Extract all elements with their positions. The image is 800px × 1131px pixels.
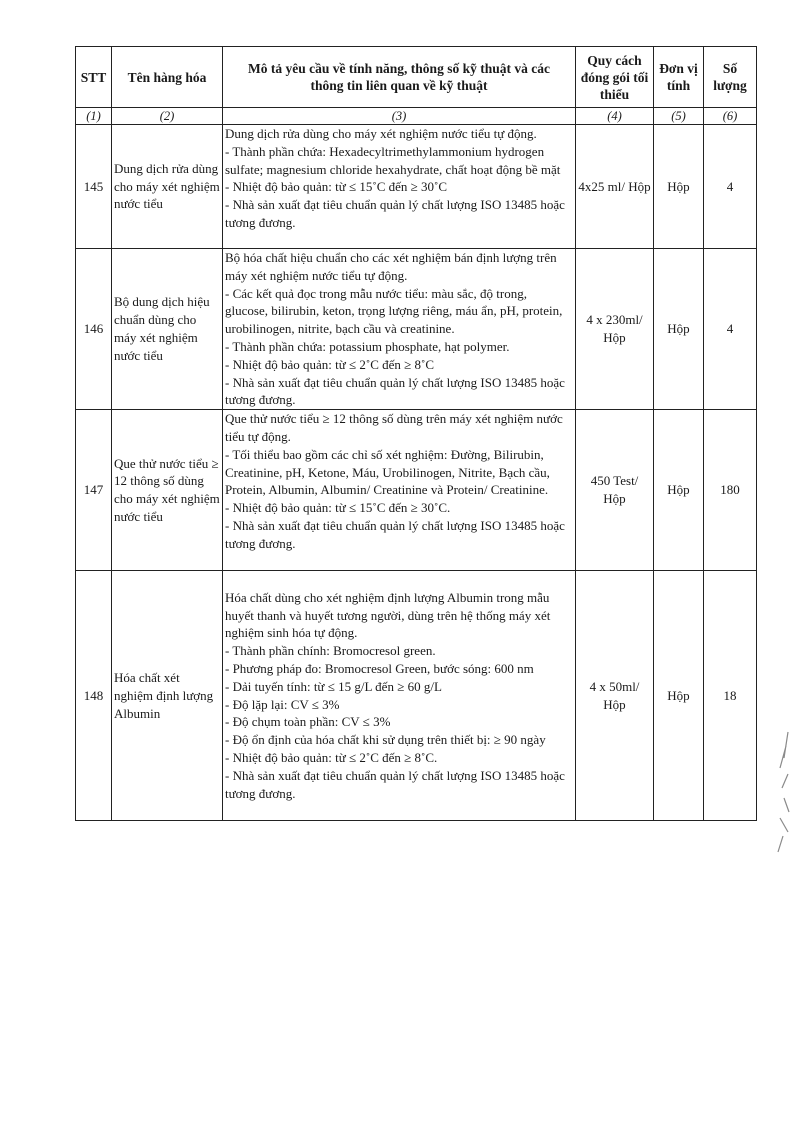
row-packaging: 4 x 50ml/ Hộp [576,571,654,821]
row-unit: Hộp [654,571,704,821]
description-line: - Độ lặp lại: CV ≤ 3% [225,696,340,712]
column-number: (5) [654,108,704,125]
description-line: - Nhà sản xuất đạt tiêu chuẩn quản lý chất lượng ISO 13485 hoặc tương đương. [225,197,565,230]
row-quantity: 180 [704,410,757,571]
row-unit: Hộp [654,125,704,249]
description-line: - Nhiệt độ bảo quản: từ ≤ 2˚C đến ≥ 8˚C. [225,750,438,766]
row-quantity: 18 [704,571,757,821]
margin-signature-mark [774,728,794,858]
description-line: - Dải tuyến tính: từ ≤ 15 g/L đến ≥ 60 g/L [225,678,442,694]
row-item-name: Bộ dung dịch hiệu chuẩn dùng cho máy xét nghiệm nước tiểu [112,249,223,410]
header-description: Mô tả yêu cầu về tính năng, thông số kỹ thuật và các thông tin liên quan về kỹ thuật [223,47,576,108]
row-item-name: Que thử nước tiểu ≥ 12 thông số dùng cho máy xét nghiệm nước tiểu [112,410,223,571]
row-stt: 146 [76,249,112,410]
description-line: - Tối thiểu bao gồm các chỉ số xét nghiệm: Đường, Bilirubin, Creatinine, pH, Ketone, Máu, Urobilinogen, Nitrite, Bạch cầu, Protein, Albumin, Albumin/ Creatinine và Protein/ Creatinine. [225,446,550,498]
row-packaging: 4 x 230ml/ Hộp [576,249,654,410]
header-row [76,47,757,108]
description-line: - Nhà sản xuất đạt tiêu chuẩn quản lý chất lượng ISO 13485 hoặc tương đương. [225,767,565,801]
row-stt: 145 [76,125,112,249]
row-stt: 147 [76,410,112,571]
description-line: - Nhiệt độ bảo quản: từ ≤ 15˚C đến ≥ 30˚C [225,179,448,195]
description-line: Dung dịch rửa dùng cho máy xét nghiệm nước tiểu tự động. [225,126,537,141]
description-line: - Nhà sản xuất đạt tiêu chuẩn quản lý chất lượng ISO 13485 hoặc tương đương. [225,374,565,408]
row-packaging: 4x25 ml/ Hộp [576,125,654,249]
column-number: (1) [76,108,112,125]
row-item-name: Dung dịch rửa dùng cho máy xét nghiệm nước tiểu [112,125,223,249]
row-description [223,410,576,571]
column-number: (2) [112,108,223,125]
description-line: - Các kết quả đọc trong mẫu nước tiểu: màu sắc, độ trong, glucose, bilirubin, keton, trọng lượng riêng, máu ẩn, pH, protein, urobilinogen, nitrite, bạch cầu và creatinine. [225,285,563,337]
row-stt: 148 [76,571,112,821]
header-quantity: Số lượng [704,47,757,108]
description-line: Que thử nước tiểu ≥ 12 thông số dùng trên máy xét nghiệm nước tiểu tự động. [225,411,563,444]
column-number: (6) [704,108,757,125]
table-row [76,410,757,571]
description-line: - Độ ổn định của hóa chất khi sử dụng trên thiết bị: ≥ 90 ngày [225,732,546,748]
column-number-row [76,108,757,125]
row-unit: Hộp [654,249,704,410]
specification-table [75,46,757,821]
description-line: - Phương pháp đo: Bromocresol Green, bước sóng: 600 nm [225,661,534,677]
description-line: - Độ chụm toàn phần: CV ≤ 3% [225,714,391,730]
row-packaging: 450 Test/ Hộp [576,410,654,571]
description-line: - Nhà sản xuất đạt tiêu chuẩn quản lý chất lượng ISO 13485 hoặc tương đương. [225,517,565,551]
description-line: - Thành phần chứa: Hexadecyltrimethylammonium hydrogen sulfate; magnesium chloride hexahydrate, chất hoạt động bề mặt [225,143,561,177]
header-item-name: Tên hàng hóa [112,47,223,108]
header-packaging: Quy cách đóng gói tối thiểu [576,47,654,108]
description-line: Bộ hóa chất hiệu chuẩn cho các xét nghiệm bán định lượng trên máy xét nghiệm nước tiểu tự động. [225,250,557,283]
header-stt: STT [76,47,112,108]
description-line: - Thành phần chứa: potassium phosphate, hạt polymer. [225,338,510,354]
table-row [76,249,757,410]
row-quantity: 4 [704,249,757,410]
row-quantity: 4 [704,125,757,249]
row-item-name: Hóa chất xét nghiệm định lượng Albumin [112,571,223,821]
description-line: Hóa chất dùng cho xét nghiệm định lượng Albumin trong mẫu huyết thanh và huyết tương người, dùng trên hệ thống máy xét nghiệm sinh hóa tự động. [225,589,551,641]
header-unit: Đơn vị tính [654,47,704,108]
description-line: - Nhiệt độ bảo quản: từ ≤ 2˚C đến ≥ 8˚C [225,356,435,372]
table-row [76,571,757,821]
row-description [223,249,576,410]
column-number: (3) [223,108,576,125]
description-line: - Nhiệt độ bảo quản: từ ≤ 15˚C đến ≥ 30˚C. [225,500,451,516]
row-description [223,125,576,249]
column-number: (4) [576,108,654,125]
row-unit: Hộp [654,410,704,571]
table-row [76,125,757,249]
description-line: - Thành phần chính: Bromocresol green. [225,643,436,659]
row-description [223,571,576,821]
